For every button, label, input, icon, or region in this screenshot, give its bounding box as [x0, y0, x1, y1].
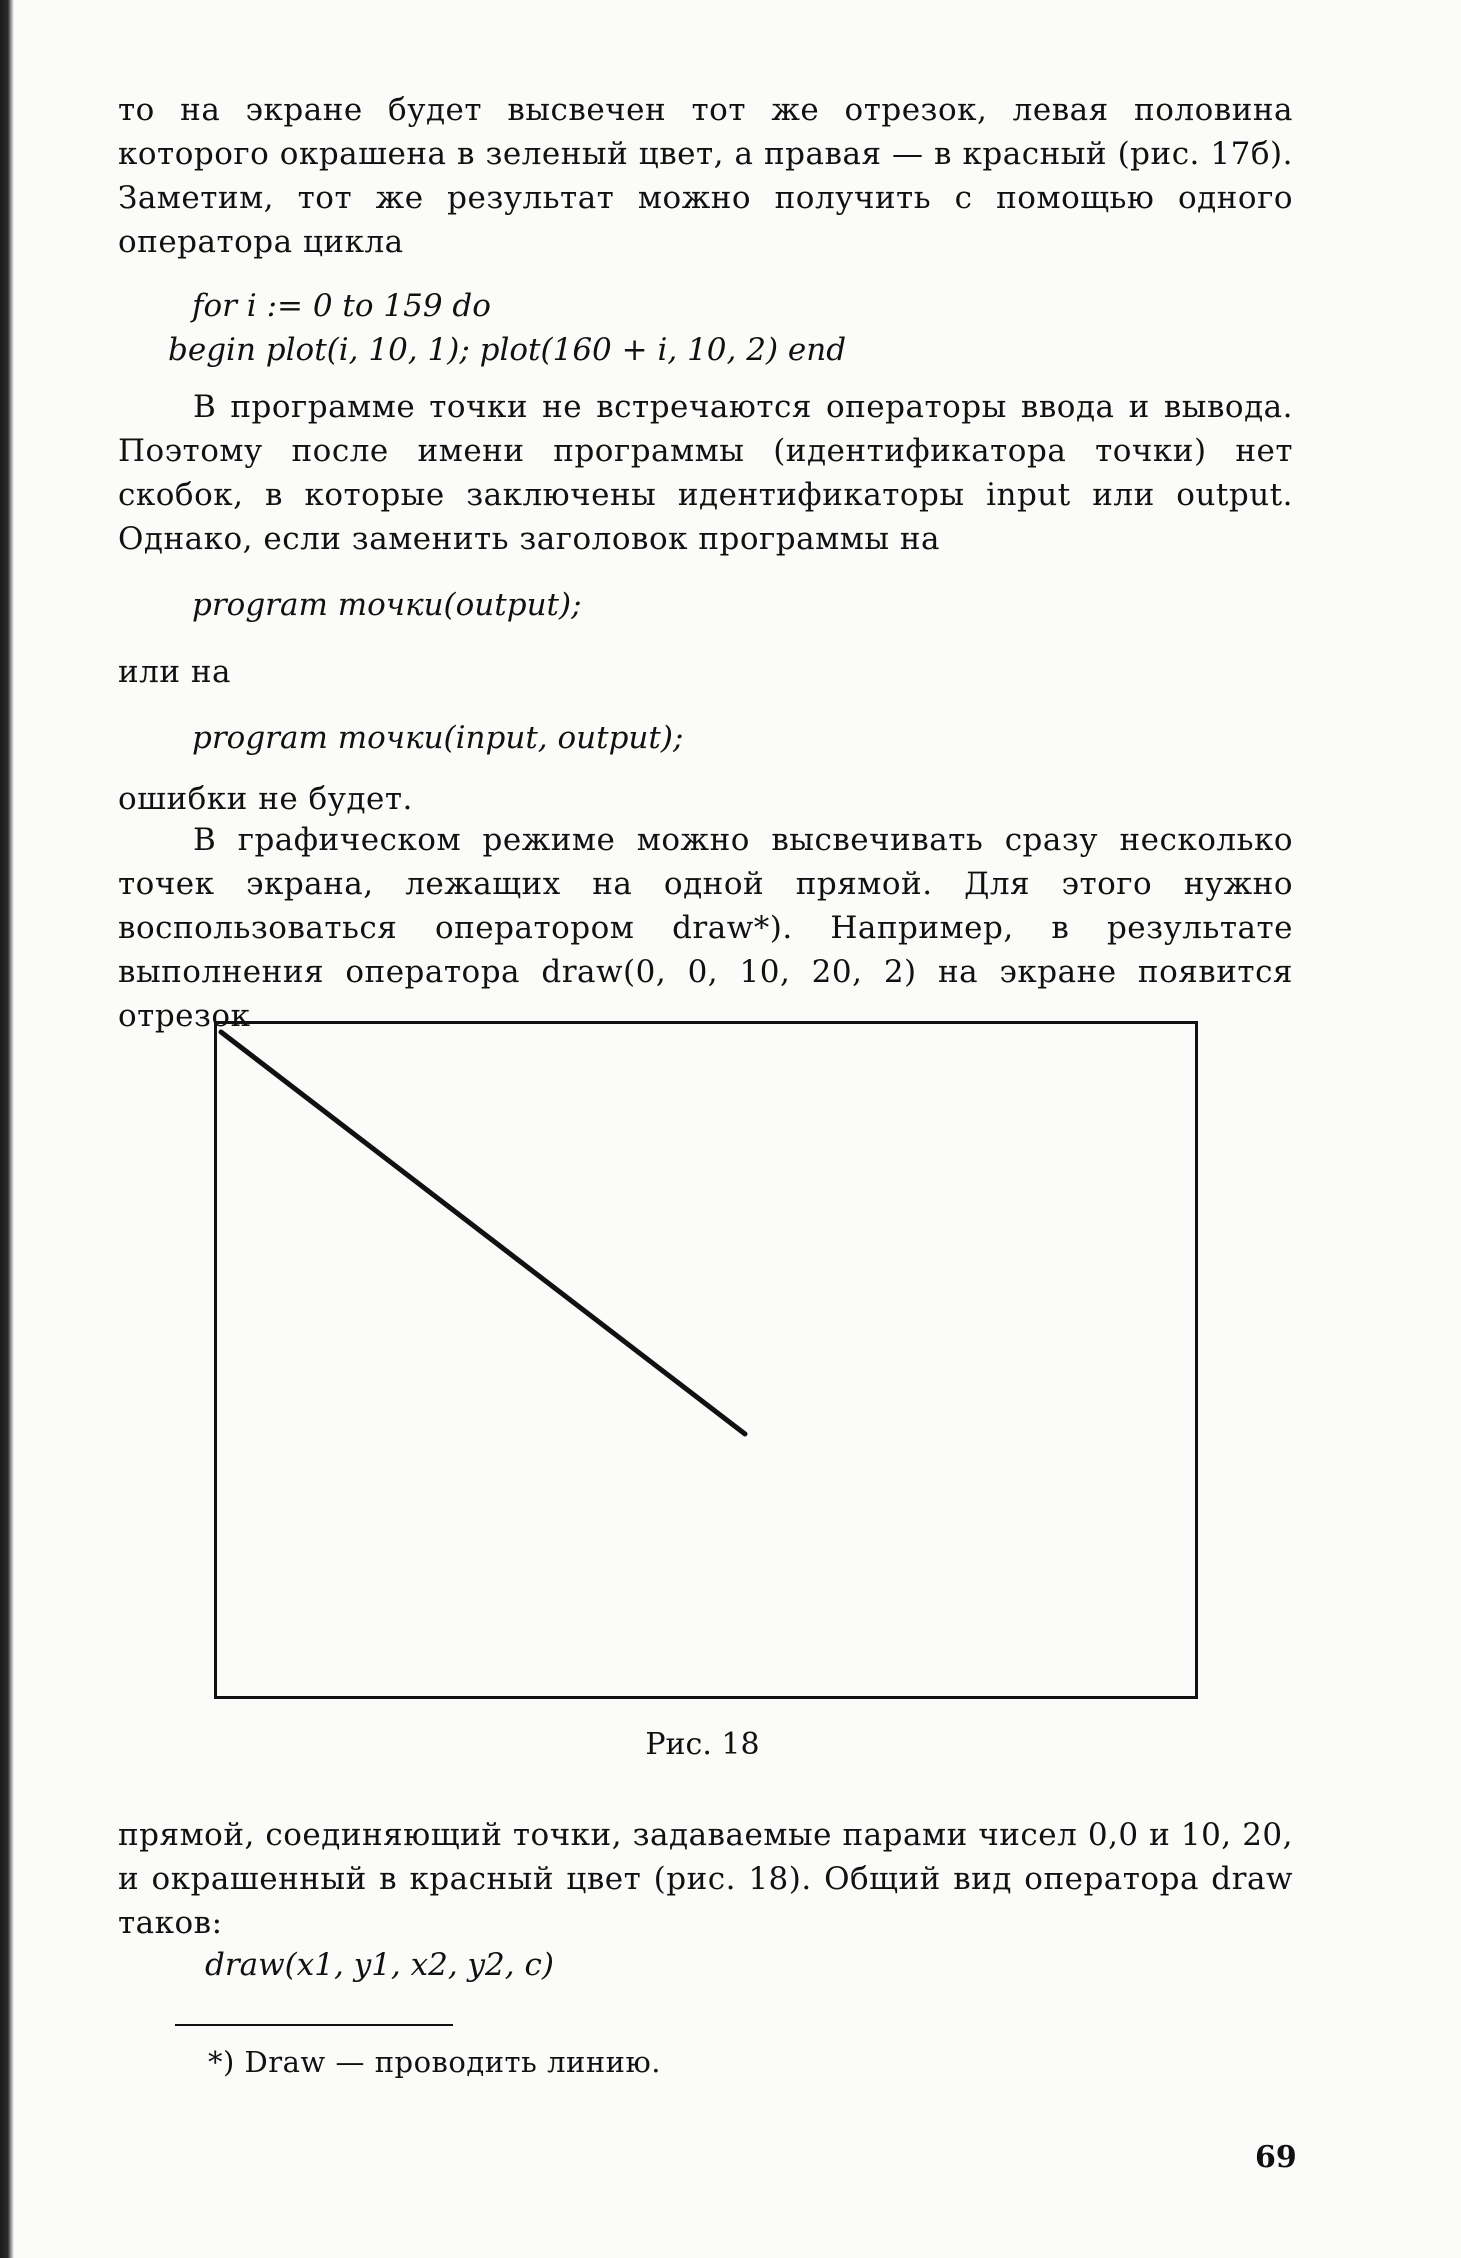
book-spine-edge [0, 0, 14, 2258]
figure-caption: Рис. 18 [645, 1727, 760, 1762]
paragraph-1: то на экране будет высвечен тот же отрезок, левая половина которого окрашена в зеленый цвет, а правая — в красный (рис. 17б). Заметим, тот же результат можно получить с помощью одного оператора цикла [118, 92, 1293, 260]
figure-18-drawing [217, 1024, 1201, 1702]
code-program-output: program точки(output); [192, 587, 582, 623]
code-program-input-output: program точки(input, output); [192, 720, 684, 756]
figure-18-screen [214, 1021, 1198, 1699]
drawn-line-segment [221, 1032, 745, 1434]
footnote: *) Draw — проводить линию. [208, 2045, 661, 2079]
paragraph-4: прямой, соединяющий точки, задаваемые парами чисел 0,0 и 10, 20, и окрашенный в красный цвет (рис. 18). Общий вид оператора draw таков: [118, 1817, 1293, 1941]
or-text: или на [118, 654, 232, 690]
no-error-text: ошибки не будет. [118, 781, 413, 817]
code-line-for: for i := 0 to 159 do [192, 288, 491, 324]
paragraph-2: В программе точки не встречаются операторы ввода и вывода. Поэтому после имени программы (идентификатора точки) нет скобок, в которые заключены идентификаторы input или output. Однако, если заменить заголовок программы на [118, 389, 1293, 557]
page-number: 69 [1255, 2140, 1297, 2175]
code-line-begin: begin plot(i, 10, 1); plot(160 + i, 10, 2) end [168, 332, 847, 368]
paragraph-3: В графическом режиме можно высвечивать сразу несколько точек экрана, лежащих на одной прямой. Для этого нужно воспользоваться оператором draw*). Например, в результате выполнения оператора draw(0, 0, 10, 20, 2) на экране появится отрезок [118, 822, 1293, 1034]
footnote-divider [175, 2024, 453, 2026]
code-draw-general: draw(x1, y1, x2, y2, c) [205, 1947, 554, 1983]
